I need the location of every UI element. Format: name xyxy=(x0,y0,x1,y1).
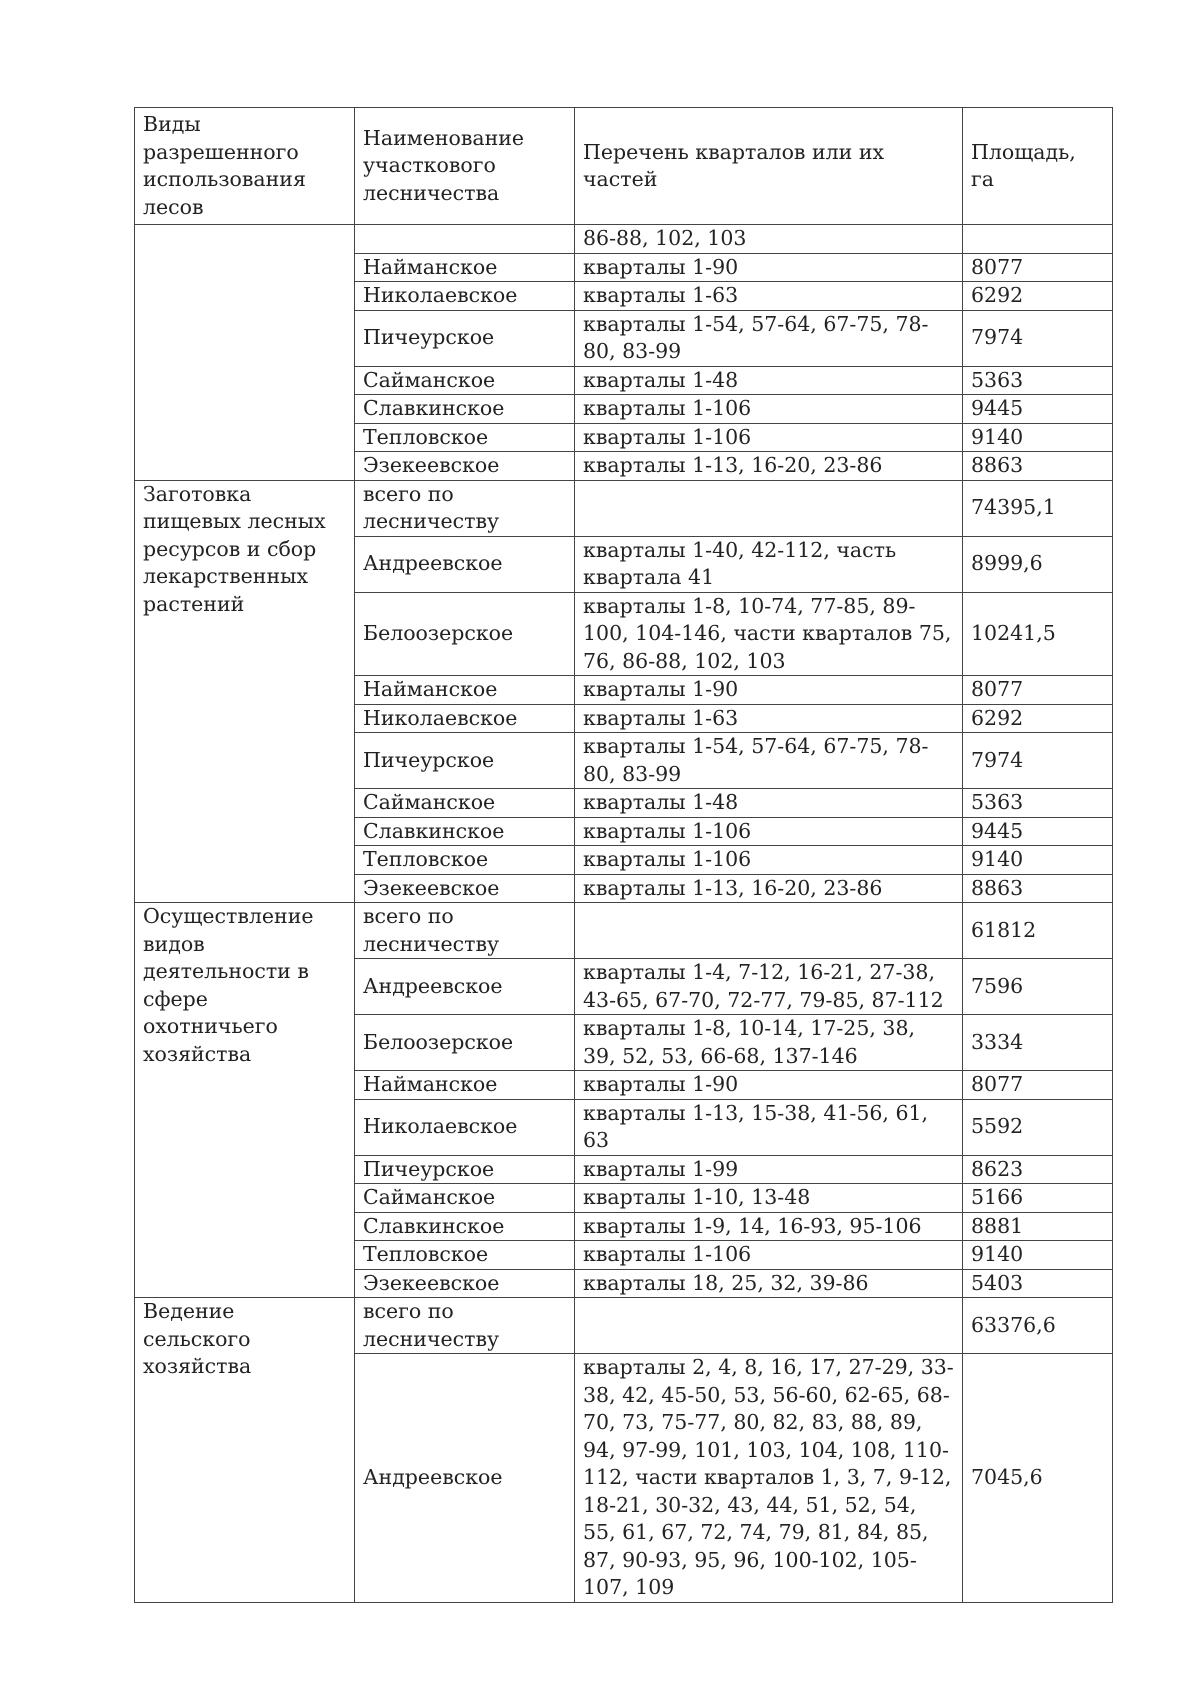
quarters-cell: кварталы 1-106 xyxy=(575,846,963,875)
area-cell: 5592 xyxy=(963,1099,1113,1155)
area-cell: 7974 xyxy=(963,310,1113,366)
quarters-cell: кварталы 1-106 xyxy=(575,817,963,846)
quarters-cell: кварталы 2, 4, 8, 16, 17, 27-29, 33-38, 42, 45-50, 53, 56-60, 62-65, 68-70, 73, 75-77, 80, 82, 83, 88, 89, 94, 97-99, 101, 103, 104, 108, 110-112, части кварталов 1, 3, 7, 9-12, 18-21, 30-32, 43, 44, 51, 52, 54, 55, 61, 67, 72, 74, 79, 81, 84, 85, 87, 90-93, 95, 96, 100-102, 105-107, 109 xyxy=(575,1354,963,1603)
forestry-cell: Пичеурское xyxy=(355,733,575,789)
forestry-cell: Найманское xyxy=(355,676,575,705)
area-cell: 7974 xyxy=(963,733,1113,789)
area-cell: 8863 xyxy=(963,874,1113,903)
forestry-cell: Тепловское xyxy=(355,1241,575,1270)
quarters-cell xyxy=(575,1298,963,1354)
table-row xyxy=(135,225,1113,254)
forestry-cell: Андреевское xyxy=(355,1354,575,1603)
area-cell: 9445 xyxy=(963,395,1113,424)
quarters-cell: кварталы 1-90 xyxy=(575,1071,963,1100)
area-cell: 8077 xyxy=(963,676,1113,705)
area-cell: 10241,5 xyxy=(963,592,1113,676)
forestry-cell: всего по лесничеству xyxy=(355,903,575,959)
forestry-cell: Эзекеевское xyxy=(355,452,575,481)
forestry-cell: Найманское xyxy=(355,253,575,282)
quarters-cell: кварталы 1-4, 7-12, 16-21, 27-38, 43-65, 67-70, 72-77, 79-85, 87-112 xyxy=(575,959,963,1015)
quarters-cell: кварталы 1-40, 42-112, часть квартала 41 xyxy=(575,536,963,592)
forestry-cell: Пичеурское xyxy=(355,1155,575,1184)
quarters-cell: кварталы 1-99 xyxy=(575,1155,963,1184)
forestry-cell: Сайманское xyxy=(355,789,575,818)
quarters-cell: кварталы 1-48 xyxy=(575,789,963,818)
quarters-cell: кварталы 1-9, 14, 16-93, 95-106 xyxy=(575,1212,963,1241)
forestry-cell: Сайманское xyxy=(355,366,575,395)
forestry-cell: Николаевское xyxy=(355,704,575,733)
table-body xyxy=(135,225,1113,1603)
quarters-cell: кварталы 1-48 xyxy=(575,366,963,395)
forestry-cell: Пичеурское xyxy=(355,310,575,366)
forestry-cell: Найманское xyxy=(355,1071,575,1100)
area-cell: 5363 xyxy=(963,366,1113,395)
area-cell: 8077 xyxy=(963,1071,1113,1100)
quarters-cell: кварталы 1-106 xyxy=(575,395,963,424)
area-cell: 7596 xyxy=(963,959,1113,1015)
forestry-cell: Николаевское xyxy=(355,282,575,311)
area-cell: 9140 xyxy=(963,1241,1113,1270)
quarters-cell xyxy=(575,480,963,536)
quarters-cell: кварталы 1-8, 10-14, 17-25, 38, 39, 52, 53, 66-68, 137-146 xyxy=(575,1015,963,1071)
quarters-cell: кварталы 1-54, 57-64, 67-75, 78-80, 83-99 xyxy=(575,733,963,789)
forestry-cell: Славкинское xyxy=(355,395,575,424)
quarters-cell: кварталы 1-90 xyxy=(575,676,963,705)
area-cell: 5403 xyxy=(963,1269,1113,1298)
area-cell: 8881 xyxy=(963,1212,1113,1241)
quarters-cell: кварталы 1-10, 13-48 xyxy=(575,1184,963,1213)
quarters-cell: кварталы 1-54, 57-64, 67-75, 78-80, 83-99 xyxy=(575,310,963,366)
use-type-cell: Осуществление видов деятельности в сфере охотничьего хозяйства xyxy=(135,903,355,1298)
quarters-cell: кварталы 1-90 xyxy=(575,253,963,282)
table-row xyxy=(135,1298,1113,1354)
forestry-cell: Андреевское xyxy=(355,959,575,1015)
area-cell: 61812 xyxy=(963,903,1113,959)
forestry-cell: Тепловское xyxy=(355,423,575,452)
area-cell: 9140 xyxy=(963,846,1113,875)
area-cell: 5363 xyxy=(963,789,1113,818)
area-cell: 3334 xyxy=(963,1015,1113,1071)
area-cell: 8077 xyxy=(963,253,1113,282)
quarters-cell: кварталы 1-106 xyxy=(575,1241,963,1270)
area-cell xyxy=(963,225,1113,254)
header-quarters: Перечень кварталов или их частей xyxy=(575,108,963,225)
table-row xyxy=(135,480,1113,536)
quarters-cell: кварталы 1-63 xyxy=(575,704,963,733)
area-cell: 7045,6 xyxy=(963,1354,1113,1603)
area-cell: 5166 xyxy=(963,1184,1113,1213)
forestry-cell: Тепловское xyxy=(355,846,575,875)
forestry-cell: Белоозерское xyxy=(355,1015,575,1071)
forestry-cell: Славкинское xyxy=(355,1212,575,1241)
quarters-cell: кварталы 1-13, 16-20, 23-86 xyxy=(575,452,963,481)
area-cell: 9445 xyxy=(963,817,1113,846)
use-type-cell xyxy=(135,225,355,481)
forestry-cell: всего по лесничеству xyxy=(355,480,575,536)
area-cell: 74395,1 xyxy=(963,480,1113,536)
forestry-cell: Сайманское xyxy=(355,1184,575,1213)
area-cell: 6292 xyxy=(963,704,1113,733)
forestry-cell: Славкинское xyxy=(355,817,575,846)
forestry-cell: Эзекеевское xyxy=(355,1269,575,1298)
area-cell: 9140 xyxy=(963,423,1113,452)
header-area: Площадь, га xyxy=(963,108,1113,225)
forestry-cell: Андреевское xyxy=(355,536,575,592)
header-use: Виды разрешенного использования лесов xyxy=(135,108,355,225)
quarters-cell: кварталы 1-13, 16-20, 23-86 xyxy=(575,874,963,903)
quarters-cell: кварталы 18, 25, 32, 39-86 xyxy=(575,1269,963,1298)
forestry-cell: Эзекеевское xyxy=(355,874,575,903)
quarters-cell: кварталы 1-8, 10-74, 77-85, 89-100, 104-146, части кварталов 75, 76, 86-88, 102, 103 xyxy=(575,592,963,676)
quarters-cell: 86-88, 102, 103 xyxy=(575,225,963,254)
quarters-cell: кварталы 1-106 xyxy=(575,423,963,452)
forestry-cell: Николаевское xyxy=(355,1099,575,1155)
area-cell: 8999,6 xyxy=(963,536,1113,592)
forestry-cell: всего по лесничеству xyxy=(355,1298,575,1354)
table-row xyxy=(135,903,1113,959)
area-cell: 63376,6 xyxy=(963,1298,1113,1354)
quarters-cell: кварталы 1-13, 15-38, 41-56, 61, 63 xyxy=(575,1099,963,1155)
area-cell: 8863 xyxy=(963,452,1113,481)
quarters-cell: кварталы 1-63 xyxy=(575,282,963,311)
quarters-cell xyxy=(575,903,963,959)
use-type-cell: Ведение сельского хозяйства xyxy=(135,1298,355,1603)
header-row xyxy=(135,108,1113,225)
header-forestry: Наименование участкового лесничества xyxy=(355,108,575,225)
forestry-cell xyxy=(355,225,575,254)
area-cell: 6292 xyxy=(963,282,1113,311)
area-cell: 8623 xyxy=(963,1155,1113,1184)
forest-use-table xyxy=(134,107,1113,1603)
forestry-cell: Белоозерское xyxy=(355,592,575,676)
use-type-cell: Заготовка пищевых лесных ресурсов и сбор лекарственных растений xyxy=(135,480,355,903)
